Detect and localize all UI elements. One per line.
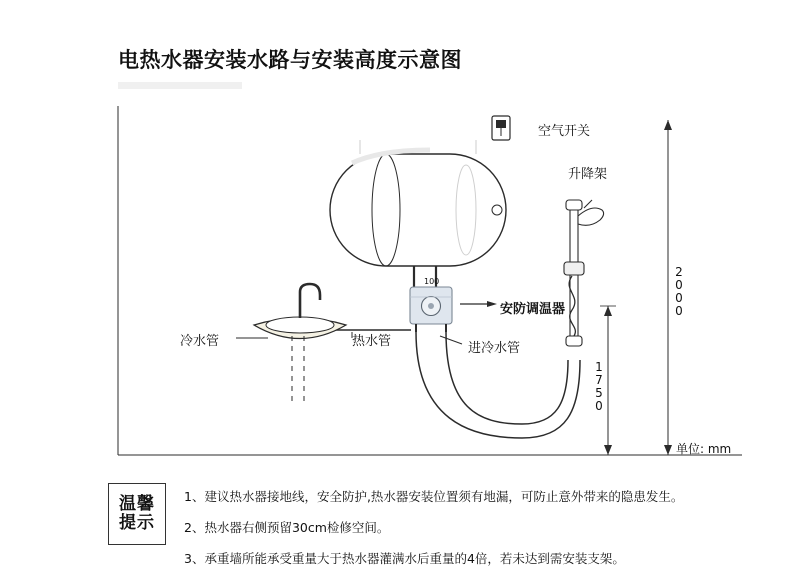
unit-label: 单位: mm — [676, 442, 732, 456]
label-hot-water-pipe: 热水管 — [352, 334, 392, 349]
dimension-label-2000: 2000 — [672, 265, 686, 317]
air-switch-box — [492, 116, 510, 140]
tips-item: 1、建议热水器接地线，安全防护,热水器安装位置须有地漏，可防止意外带来的隐患发生。 — [184, 489, 684, 504]
water-heater-tank — [330, 150, 506, 266]
label-air-switch: 空气开关 — [538, 124, 591, 139]
label-lift-bracket: 升降架 — [568, 167, 608, 182]
tips-badge — [108, 483, 166, 545]
dimension-label-1750: 1750 — [592, 360, 606, 412]
tips-item: 2、热水器右侧预留30cm检修空间。 — [184, 520, 390, 535]
label-safety-thermostat: 安防调温器 — [500, 302, 566, 317]
safety-thermostat-unit — [410, 287, 452, 324]
tips-item: 3、承重墙所能承受重量大于热水器灌满水后重量的4倍，若未达到需安装支架。 — [184, 551, 625, 566]
tips-list — [184, 487, 744, 580]
tips-badge-line1: 温馨 — [119, 493, 155, 514]
tips-badge-line2: 提示 — [119, 513, 155, 533]
label-cold-water-inlet: 进冷水管 — [468, 341, 521, 356]
label-heater-mark: 100 — [424, 277, 440, 286]
sink-basin — [254, 284, 346, 404]
shower-lift-bracket — [564, 200, 604, 346]
leader-cold-inlet — [440, 336, 462, 344]
label-cold-water-pipe: 冷水管 — [180, 334, 220, 349]
page-title: 电热水器安装水路与安装高度示意图 — [118, 48, 462, 72]
